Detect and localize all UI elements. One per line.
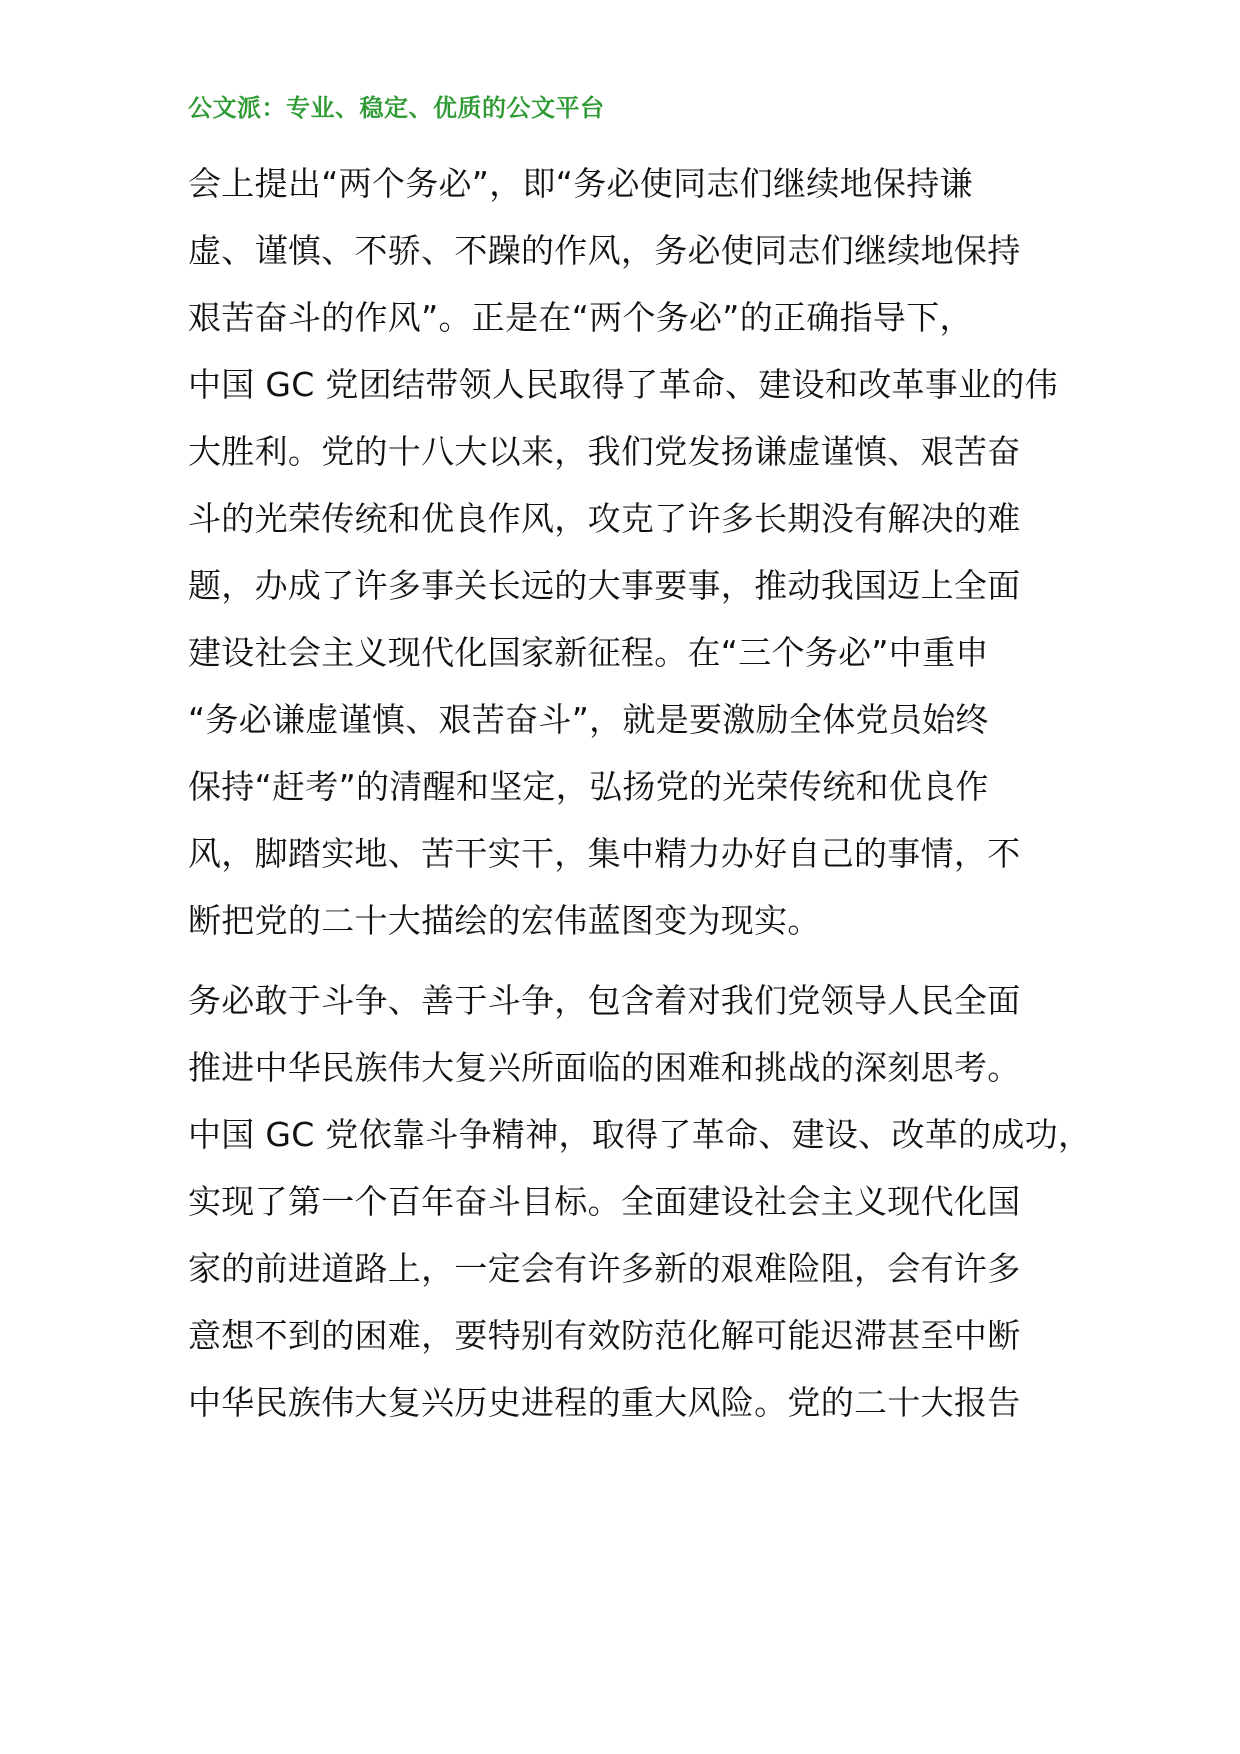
text-line: “务必谦虚谨慎、艰苦奋斗”，就是要激励全体党员始终 bbox=[188, 700, 989, 739]
site-header-title: 公文派：专业、稳定、优质的公文平台 bbox=[188, 94, 605, 122]
text-line: 务必敢于斗争、善于斗争，包含着对我们党领导人民全面 bbox=[188, 981, 1021, 1020]
text-line: 风，脚踏实地、苦干实干，集中精力办好自己的事情，不 bbox=[188, 834, 1021, 873]
text-line: 中国 GC 党依靠斗争精神，取得了革命、建设、改革的成功， bbox=[188, 1115, 1092, 1154]
text-line: 断把党的二十大描绘的宏伟蓝图变为现实。 bbox=[188, 901, 821, 940]
text-line: 虚、谨慎、不骄、不躁的作风，务必使同志们继续地保持 bbox=[188, 231, 1021, 270]
text-line: 实现了第一个百年奋斗目标。全面建设社会主义现代化国 bbox=[188, 1182, 1021, 1221]
text-line: 题，办成了许多事关长远的大事要事，推动我国迈上全面 bbox=[188, 566, 1021, 605]
text-line: 推进中华民族伟大复兴所面临的困难和挑战的深刻思考。 bbox=[188, 1048, 1021, 1087]
text-line: 艰苦奋斗的作风”。正是在“两个务必”的正确指导下， bbox=[188, 298, 973, 337]
text-line: 中国 GC 党团结带领人民取得了革命、建设和改革事业的伟 bbox=[188, 365, 1058, 404]
text-line: 大胜利。党的十八大以来，我们党发扬谦虚谨慎、艰苦奋 bbox=[188, 432, 1021, 471]
text-line: 会上提出“两个务必”，即“务必使同志们继续地保持谦 bbox=[188, 164, 973, 203]
text-line: 斗的光荣传统和优良作风，攻克了许多长期没有解决的难 bbox=[188, 499, 1021, 538]
text-line: 意想不到的困难，要特别有效防范化解可能迟滞甚至中断 bbox=[188, 1316, 1021, 1355]
text-line: 建设社会主义现代化国家新征程。在“三个务必”中重申 bbox=[188, 633, 989, 672]
text-line: 保持“赶考”的清醒和坚定，弘扬党的光荣传统和优良作 bbox=[188, 767, 989, 806]
text-line: 家的前进道路上，一定会有许多新的艰难险阻，会有许多 bbox=[188, 1249, 1021, 1288]
text-line: 中华民族伟大复兴历史进程的重大风险。党的二十大报告 bbox=[188, 1383, 1021, 1422]
